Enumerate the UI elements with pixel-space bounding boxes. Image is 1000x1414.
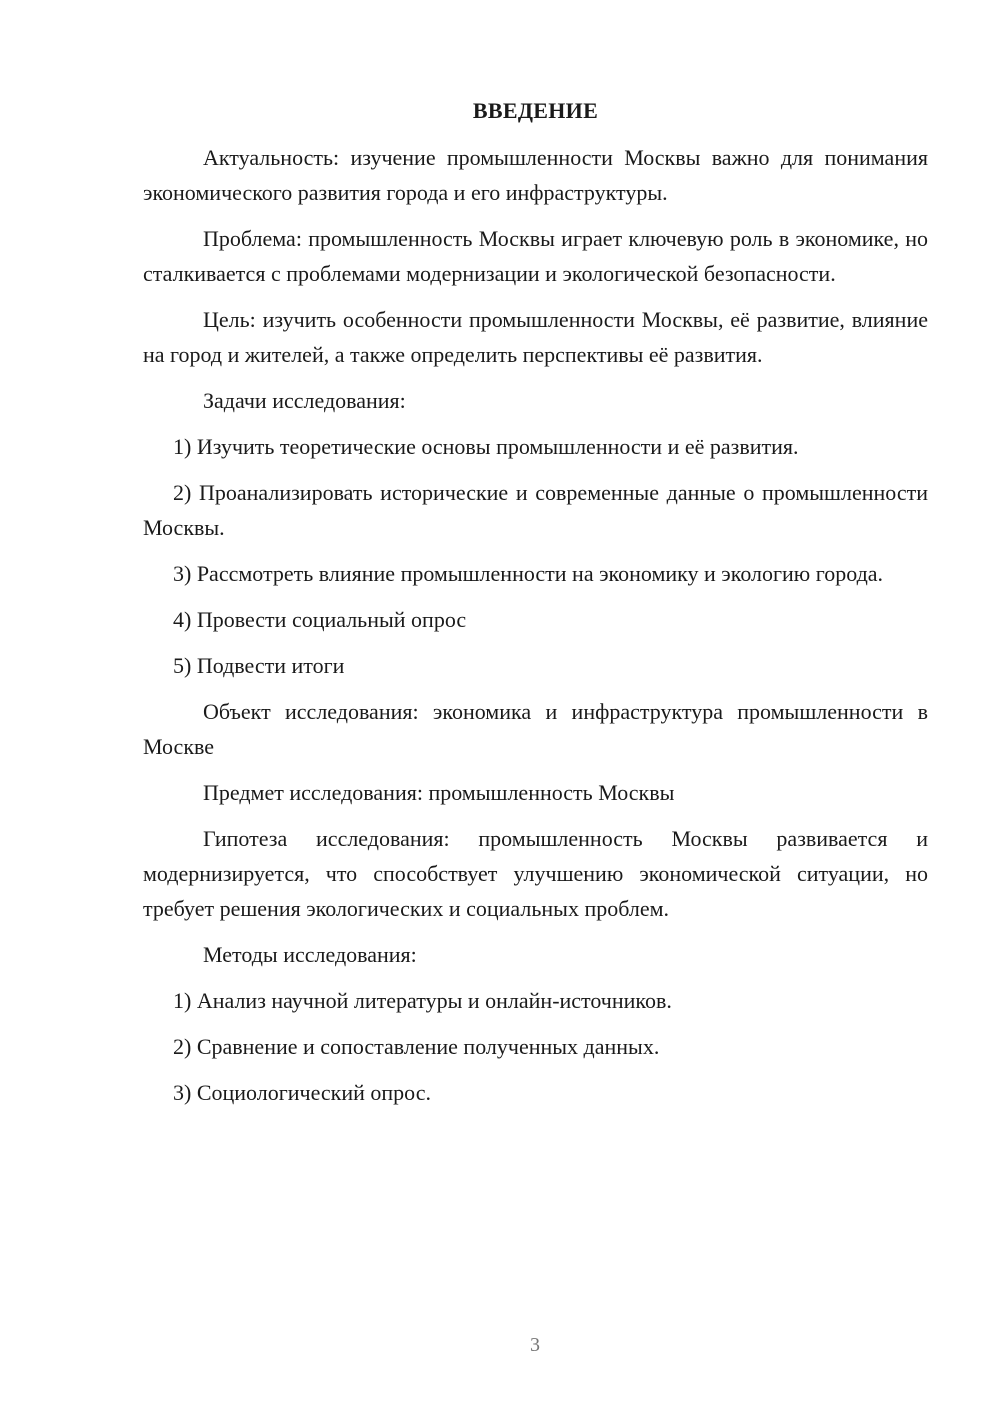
paragraph-methods-heading: Методы исследования: (203, 942, 417, 967)
paragraph-goal: Цель: изучить особенности промышленности Москвы, её развитие, влияние на город и жителей, а также определить перспективы её развития. (143, 307, 928, 367)
paragraph-subject: Предмет исследования: промышленность Москвы (203, 780, 675, 805)
paragraph-tasks-heading: Задачи исследования: (203, 388, 406, 413)
task-item-4: 4) Провести социальный опрос (173, 607, 467, 632)
paragraph-problem: Проблема: промышленность Москвы играет ключевую роль в экономике, но сталкивается с проблемами модернизации и экологической безопасности. (143, 226, 928, 286)
method-item-1: 1) Анализ научной литературы и онлайн-источников. (173, 988, 672, 1013)
task-item-1: 1) Изучить теоретические основы промышленности и её развития. (173, 434, 799, 459)
document-page (143, 96, 928, 1121)
task-item-3: 3) Рассмотреть влияние промышленности на экономику и экологию города. (173, 561, 884, 586)
method-item-3: 3) Социологический опрос. (173, 1080, 431, 1105)
section-title: ВВЕДЕНИЕ (472, 98, 599, 123)
task-item-2: 2) Проанализировать исторические и современные данные о промышленности Москвы. (143, 480, 928, 540)
paragraph-hypothesis: Гипотеза исследования: промышленность Москвы развивается и модернизируется, что способствует улучшению экономической ситуации, но требует решения экологических и социальных проблем. (143, 826, 928, 921)
method-item-2: 2) Сравнение и сопоставление полученных данных. (173, 1034, 660, 1059)
task-item-5: 5) Подвести итоги (173, 653, 345, 678)
paragraph-object: Объект исследования: экономика и инфраструктура промышленности в Москве (143, 699, 928, 759)
page-number: 3 (530, 1334, 540, 1356)
paragraph-relevance: Актуальность: изучение промышленности Москвы важно для понимания экономического развития города и его инфраструктуры. (143, 145, 928, 205)
